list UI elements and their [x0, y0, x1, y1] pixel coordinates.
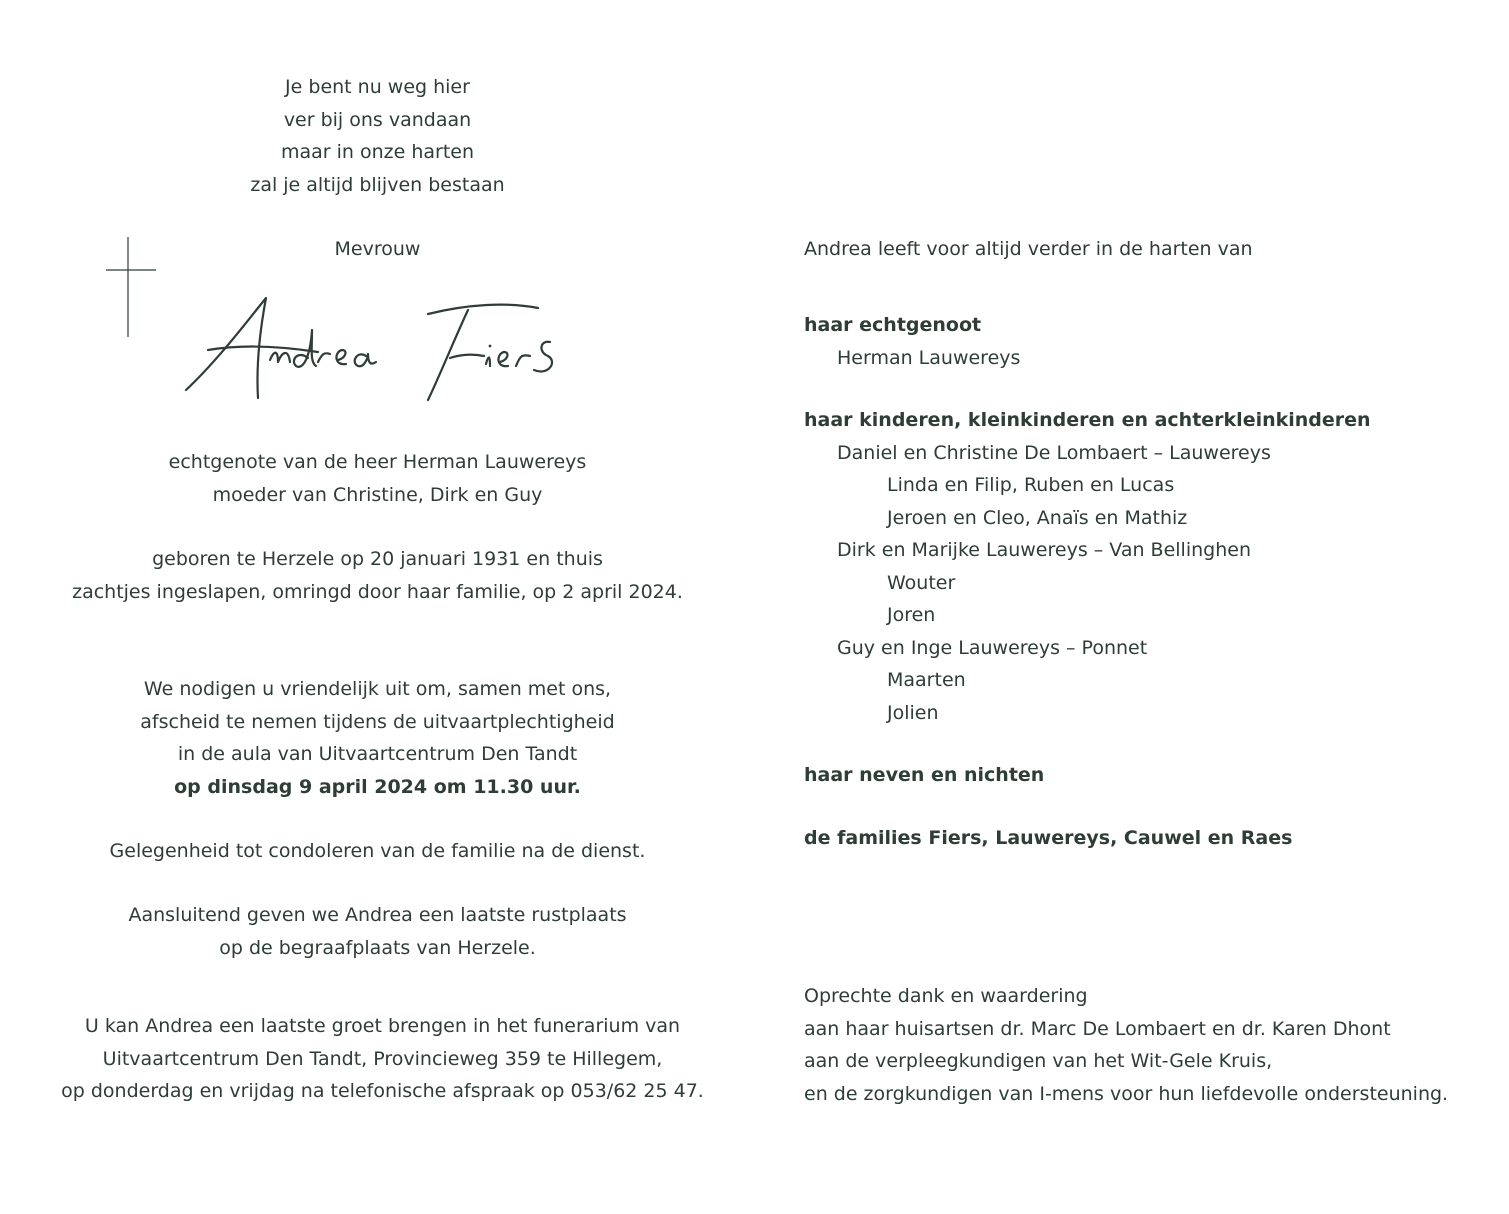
poem-line: Je bent nu weg hier — [285, 76, 470, 98]
birth-death — [0, 543, 755, 608]
death-line: zachtjes ingeslapen, omringd door haar familie, op 2 april 2024. — [72, 580, 683, 603]
families-heading: de families Fiers, Lauwereys, Cauwel en Raes — [804, 826, 1293, 849]
condolence — [0, 835, 755, 868]
condolence-line: Gelegenheid tot condoleren van de familie na de dienst. — [109, 840, 646, 862]
visit-line: Uitvaartcentrum Den Tandt, Provincieweg 359 te Hillegem, — [102, 1047, 663, 1070]
visit-line: U kan Andrea een laatste groet brengen in het funerarium van — [84, 1015, 681, 1037]
grandchild-name: Maarten — [887, 669, 966, 691]
resting-place — [0, 899, 755, 964]
right-page — [804, 0, 1494, 1214]
name-signature — [178, 290, 578, 410]
children-heading: haar kinderen, kleinkinderen en achterkleinkinderen — [804, 409, 1371, 431]
child-name: Guy en Inge Lauwereys – Ponnet — [837, 636, 1148, 659]
title-text: Mevrouw — [334, 238, 421, 260]
grandchild-name: Linda en Filip, Ruben en Lucas — [887, 474, 1175, 496]
visit-line: op donderdag en vrijdag na telefonische afspraak op 053/62 25 47. — [61, 1080, 704, 1102]
invitation-line: We nodigen u vriendelijk uit om, samen met ons, — [143, 678, 612, 700]
grandchild-name: Jeroen en Cleo, Anaïs en Mathiz — [887, 506, 1188, 529]
invitation — [0, 673, 755, 803]
poem-line: ver bij ons vandaan — [283, 108, 472, 131]
relation-line: moeder van Christine, Dirk en Guy — [212, 483, 543, 506]
grandchild-name: Wouter — [887, 571, 956, 594]
visit-info — [5, 1010, 760, 1108]
thanks-line: aan haar huisartsen dr. Marc De Lombaert en dr. Karen Dhont — [804, 1017, 1391, 1040]
resting-line: op de begraafplaats van Herzele. — [219, 936, 536, 959]
family-list — [804, 309, 1371, 854]
invitation-line: in de aula van Uitvaartcentrum Den Tandt — [177, 743, 578, 765]
spouse-name: Herman Lauwereys — [837, 346, 1021, 369]
resting-line: Aansluitend geven we Andrea een laatste rustplaats — [128, 904, 627, 926]
child-name: Dirk en Marijke Lauwereys – Van Bellinghen — [837, 539, 1251, 561]
poem — [0, 71, 755, 201]
poem-line: maar in onze harten — [280, 141, 475, 163]
child-name: Daniel en Christine De Lombaert – Lauwereys — [837, 441, 1271, 464]
title — [0, 233, 755, 266]
poem-line: zal je altijd blijven bestaan — [250, 173, 505, 196]
ceremony-datetime: op dinsdag 9 april 2024 om 11.30 uur. — [174, 775, 581, 798]
thanks — [804, 980, 1448, 1110]
grandchild-name: Jolien — [887, 701, 939, 724]
relation-line: echtgenote van de heer Herman Lauwereys — [168, 451, 587, 473]
spouse-heading: haar echtgenoot — [804, 314, 982, 336]
family-intro-text: Andrea leeft voor altijd verder in de harten van — [804, 238, 1253, 260]
thanks-line: aan de verpleegkundigen van het Wit-Gele Kruis, — [804, 1050, 1273, 1072]
invitation-line: afscheid te nemen tijdens de uitvaartplechtigheid — [140, 710, 615, 733]
cousins-heading: haar neven en nichten — [804, 764, 1045, 786]
thanks-line: en de zorgkundigen van I-mens voor hun liefdevolle ondersteuning. — [804, 1082, 1449, 1105]
birth-line: geboren te Herzele op 20 januari 1931 en thuis — [152, 548, 603, 570]
thanks-line: Oprechte dank en waardering — [804, 985, 1088, 1007]
family-intro — [804, 233, 1253, 266]
relations — [0, 446, 755, 511]
grandchild-name: Joren — [887, 604, 936, 626]
